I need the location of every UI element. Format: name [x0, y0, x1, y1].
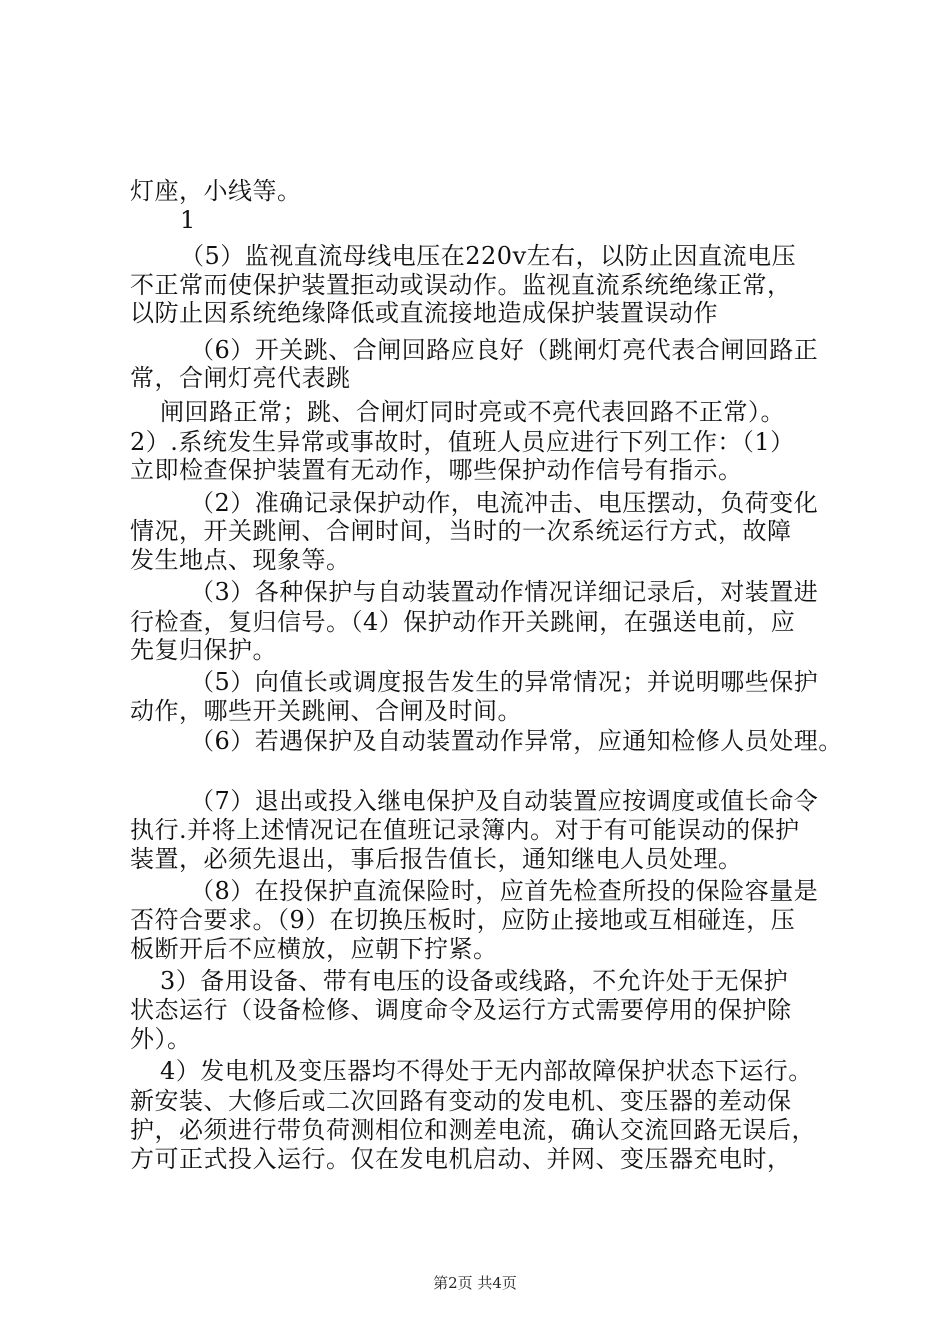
page-number-marker: 1 [180, 206, 196, 234]
text-line: 先复归保护。 [130, 636, 277, 664]
text-line: 外）。 [130, 1025, 192, 1053]
text-line: （6）若遇保护及自动装置动作异常，应通知检修人员处理。 [190, 727, 843, 755]
text-line: 4）发电机及变压器均不得处于无内部故障保护状态下运行。 [160, 1057, 813, 1085]
text-line: （3）各种保护与自动装置动作情况详细记录后，对装置进 [190, 578, 819, 606]
text-line: 新安装、大修后或二次回路有变动的发电机、变压器的差动保 [130, 1087, 792, 1115]
text-line: （5）监视直流母线电压在220v左右，以防止因直流电压 [180, 242, 797, 270]
text-line: 行检查，复归信号。（4）保护动作开关跳闸，在强送电前，应 [130, 608, 796, 636]
text-line: 不正常而使保护装置拒动或误动作。监视直流系统绝缘正常， [130, 271, 792, 299]
text-line: （8）在投保护直流保险时，应首先检查所投的保险容量是 [190, 877, 819, 905]
text-line: 执行.并将上述情况记在值班记录簿内。对于有可能误动的保护 [130, 816, 800, 844]
text-line: 护，必须进行带负荷测相位和测差电流，确认交流回路无误后， [130, 1116, 816, 1144]
text-line: （7）退出或投入继电保护及自动装置应按调度或值长命令 [190, 787, 819, 815]
text-line: （5）向值长或调度报告发生的异常情况；并说明哪些保护 [190, 668, 819, 696]
text-line: 方可正式投入运行。仅在发电机启动、并网、变压器充电时， [130, 1145, 792, 1173]
text-line: 立即检查保护装置有无动作，哪些保护动作信号有指示。 [130, 456, 743, 484]
text-line: 状态运行（设备检修、调度命令及运行方式需要停用的保护除 [130, 996, 792, 1024]
text-line: 常，合闸灯亮代表跳 [130, 364, 351, 392]
text-line: 以防止因系统绝缘降低或直流接地造成保护装置误动作 [130, 299, 718, 327]
text-line: 3）备用设备、带有电压的设备或线路，不允许处于无保护 [160, 967, 789, 995]
text-line: （2）准确记录保护动作，电流冲击、电压摆动，负荷变化 [190, 489, 819, 517]
text-line: 2）.系统发生异常或事故时，值班人员应进行下列工作：（1） [130, 428, 795, 456]
text-line: 动作，哪些开关跳闸、合闸及时间。 [130, 697, 522, 725]
text-line: 发生地点、现象等。 [130, 546, 351, 574]
page-footer: 第2页 共4页 [433, 1274, 517, 1292]
text-line: 否符合要求。（9）在切换压板时，应防止接地或互相碰连，压 [130, 906, 796, 934]
text-line: 装置，必须先退出，事后报告值长，通知继电人员处理。 [130, 845, 743, 873]
text-line: 灯座，小线等。 [130, 177, 302, 205]
text-line: （6）开关跳、合闸回路应良好（跳闸灯亮代表合闸回路正 [190, 336, 819, 364]
text-line: 闸回路正常；跳、合闸灯同时亮或不亮代表回路不正常）。 [160, 398, 785, 426]
text-line: 情况，开关跳闸、合闸时间，当时的一次系统运行方式，故障 [130, 517, 792, 545]
text-line: 板断开后不应横放，应朝下拧紧。 [130, 935, 498, 963]
